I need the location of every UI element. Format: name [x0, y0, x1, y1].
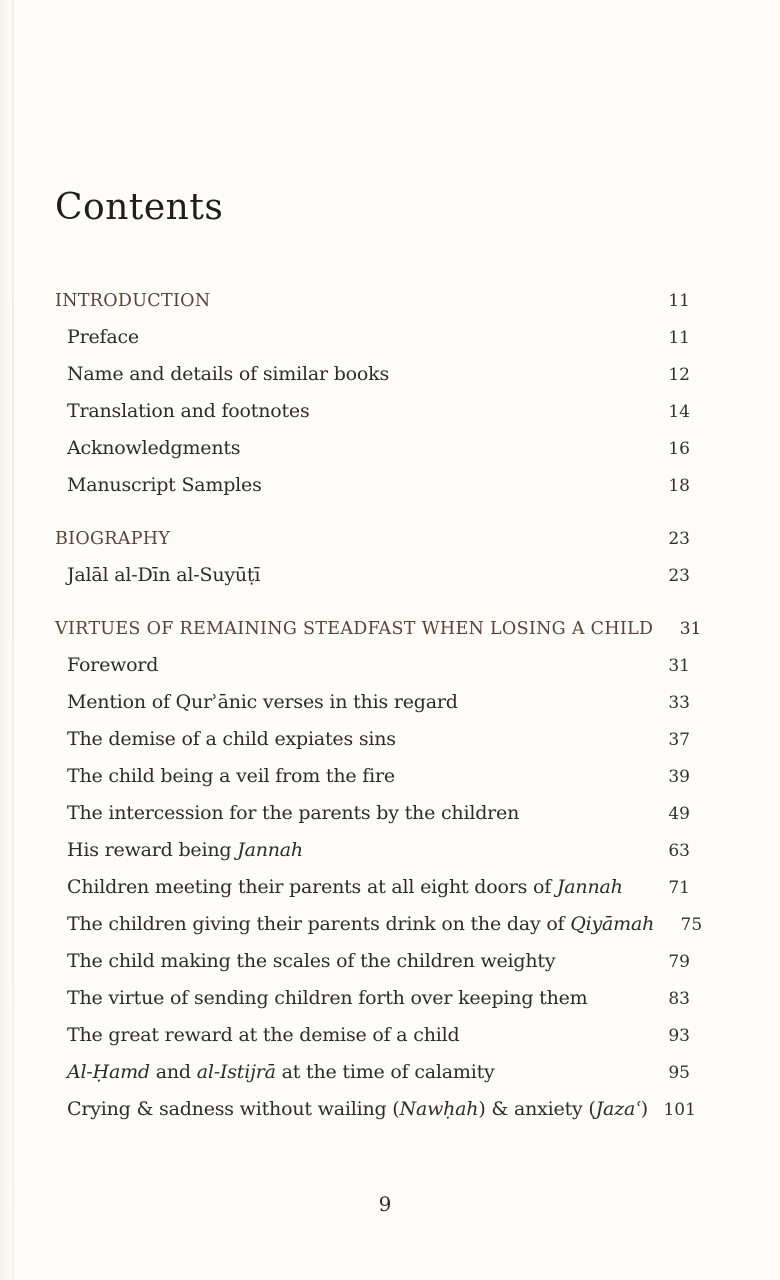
- toc-entry-page: 49: [668, 804, 690, 825]
- toc-row: [55, 430, 690, 467]
- toc-entry-page: 14: [668, 402, 690, 423]
- toc-entry-label: Foreword: [67, 654, 159, 677]
- toc-row: [55, 557, 690, 594]
- table-of-contents: [55, 283, 703, 1128]
- toc-entry-page: 23: [668, 566, 690, 587]
- folio-page-number: 9: [378, 1192, 392, 1217]
- toc-row: [55, 721, 690, 758]
- toc-entry-page: 75: [680, 915, 703, 936]
- toc-row: [55, 906, 703, 943]
- toc-entry-label: Al-Ḥamd and al-Istijrā at the time of calamity: [67, 1061, 495, 1084]
- toc-entry-page: 11: [668, 328, 690, 349]
- page-title: Contents: [55, 187, 224, 228]
- toc-section-heading-row: [55, 611, 702, 647]
- toc-entry-label: The child being a veil from the fire: [67, 765, 395, 788]
- toc-entry-label: Preface: [67, 326, 139, 349]
- toc-section-heading-row: [55, 521, 690, 557]
- toc-entry-page: 16: [668, 439, 690, 460]
- toc-row: [55, 869, 690, 906]
- toc-entry-page: 39: [668, 767, 690, 788]
- toc-section-heading: INTRODUCTION: [55, 291, 211, 312]
- toc-section-heading-row: [55, 283, 690, 319]
- toc-row: [55, 1091, 696, 1128]
- toc-section-heading: VIRTUES OF REMAINING STEADFAST WHEN LOSING A CHILD: [55, 619, 654, 640]
- toc-entry-label: Manuscript Samples: [67, 474, 262, 497]
- toc-row: [55, 319, 690, 356]
- toc-entry-label: Children meeting their parents at all eight doors of Jannah: [67, 876, 623, 899]
- toc-row: [55, 1054, 690, 1091]
- toc-entry-label: Jalāl al-Dīn al-Suyūṭī: [67, 564, 261, 587]
- toc-row: [55, 795, 690, 832]
- toc-entry-label: The intercession for the parents by the children: [67, 802, 520, 825]
- toc-entry-page: 33: [668, 693, 690, 714]
- toc-row: [55, 758, 690, 795]
- toc-entry-page: 37: [668, 730, 690, 751]
- toc-entry-label: The great reward at the demise of a child: [67, 1024, 460, 1047]
- toc-entry-label: The virtue of sending children forth over keeping them: [67, 987, 588, 1010]
- toc-entry-page: 83: [668, 989, 690, 1010]
- toc-entry-label: Mention of Qurʾānic verses in this regard: [67, 691, 458, 714]
- toc-row: [55, 647, 690, 684]
- toc-entry-page: 79: [668, 952, 690, 973]
- toc-entry-label: Name and details of similar books: [67, 363, 389, 386]
- toc-row: [55, 467, 690, 504]
- toc-entry-label: Translation and footnotes: [67, 400, 310, 423]
- toc-row: [55, 356, 690, 393]
- toc-entry-label: His reward being Jannah: [67, 839, 303, 862]
- toc-entry-page: 18: [668, 476, 690, 497]
- toc-entry-label: The demise of a child expiates sins: [67, 728, 396, 751]
- toc-section-page: 11: [668, 291, 690, 312]
- toc-entry-page: 63: [668, 841, 690, 862]
- toc-entry-page: 12: [668, 365, 690, 386]
- toc-row: [55, 1017, 690, 1054]
- toc-entry-page: 31: [668, 656, 690, 677]
- toc-row: [55, 393, 690, 430]
- toc-entry-page: 93: [668, 1026, 690, 1047]
- toc-entry-page: 71: [668, 878, 690, 899]
- toc-section-page: 23: [668, 529, 690, 550]
- toc-entry-page: 95: [668, 1063, 690, 1084]
- toc-entry-label: The child making the scales of the children weighty: [67, 950, 556, 973]
- toc-row: [55, 684, 690, 721]
- toc-entry-label: Crying & sadness without wailing (Nawḥah) & anxiety (Jazaʿ): [67, 1098, 648, 1121]
- toc-section-heading: BIOGRAPHY: [55, 529, 171, 550]
- toc-section-page: 31: [679, 619, 702, 640]
- toc-entry-label: The children giving their parents drink on the day of Qiyāmah: [67, 913, 655, 936]
- toc-entry-page: 101: [663, 1100, 696, 1121]
- toc-row: [55, 980, 690, 1017]
- toc-row: [55, 943, 690, 980]
- toc-entry-label: Acknowledgments: [67, 437, 241, 460]
- toc-row: [55, 832, 690, 869]
